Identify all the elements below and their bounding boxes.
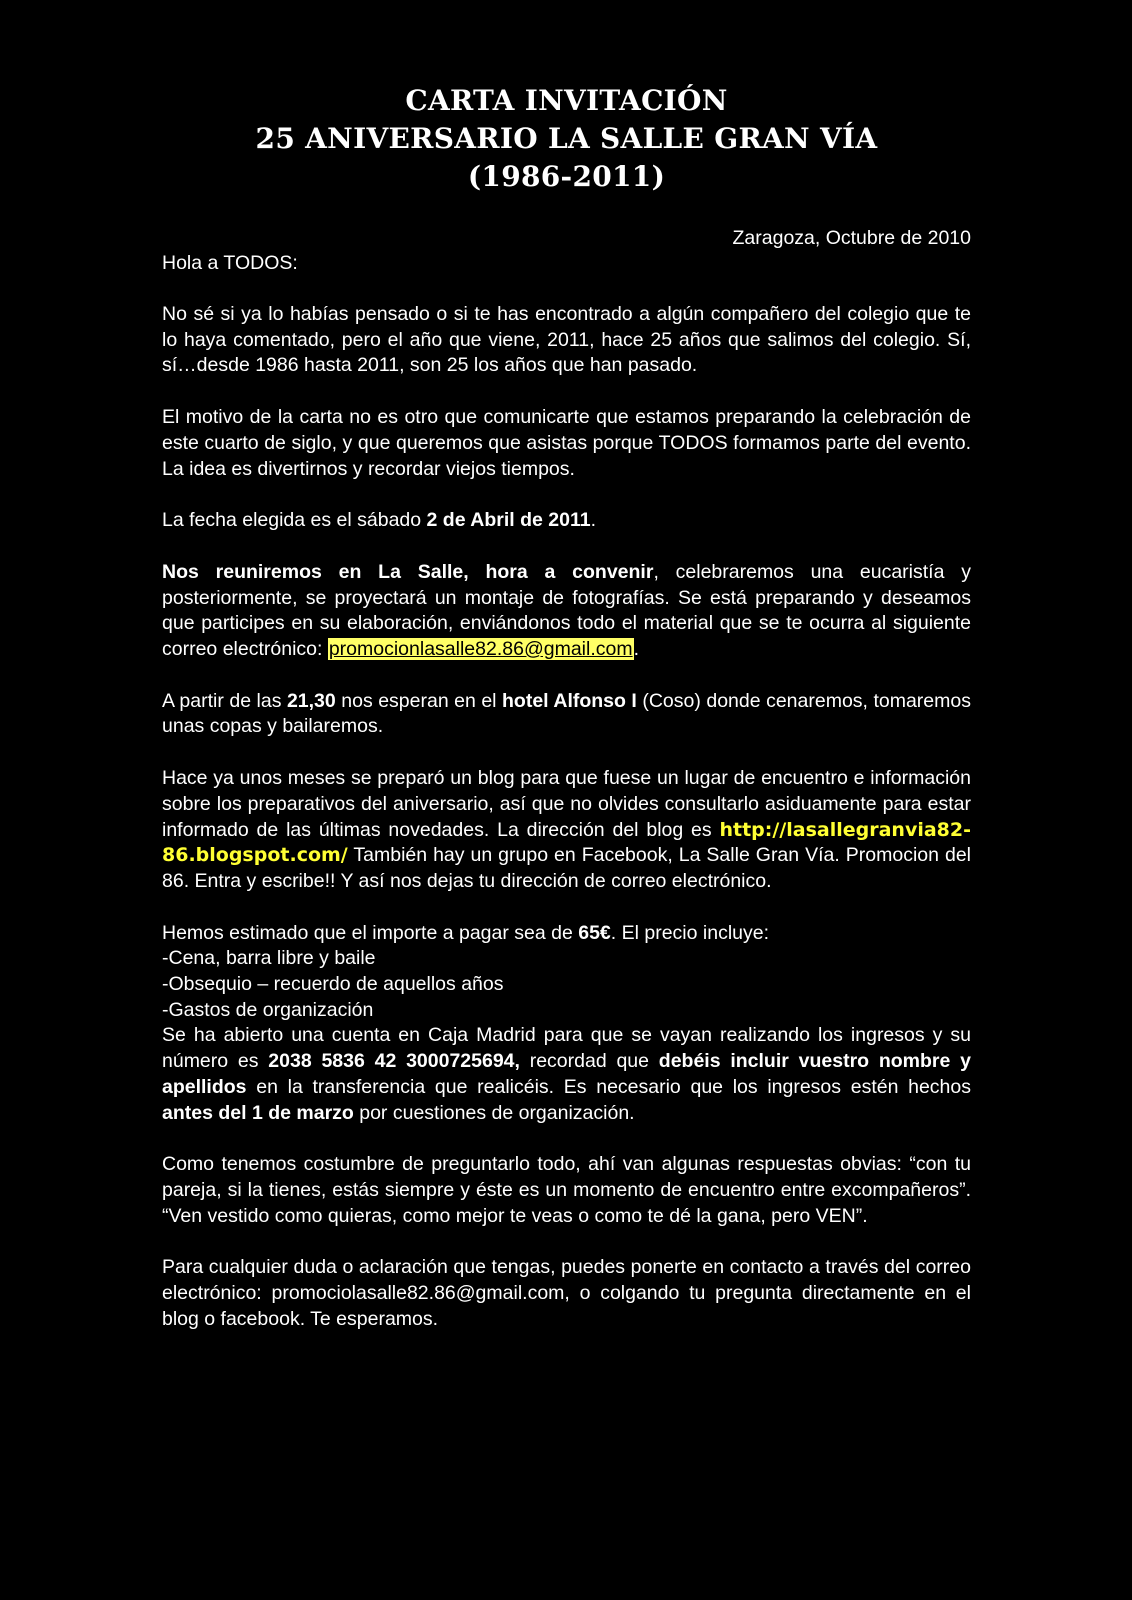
paragraph-faq: Como tenemos costumbre de preguntarlo todo, ahí van algunas respuestas obvias: “con tu pareja, si la tienes, estás siempre y éste es un momento de encuentro entre excompañeros”. “Ven vestido como quieras, como mejor te veas o como te dé la gana, pero VEN”.: [162, 1153, 971, 1227]
paragraph-blog: [162, 766, 971, 895]
blog-text-1: Hace ya unos meses se preparó un blog para que fuese un lugar de encuentro e información sobre los preparativos del aniversario, así que no olvides consultarlo asiduamente para estar informado de las últimas novedades. La dirección del blog es: [162, 767, 971, 841]
dinner-text-2: nos esperan en el: [335, 689, 503, 712]
date-text-2: .: [590, 509, 596, 532]
paragraph-motive: El motivo de la carta no es otro que comunicarte que estamos preparando la celebración de este cuarto de siglo, y que queremos que asistas porque TODOS formamos parte del evento. La idea es divertirnos y recordar viejos tiempos.: [162, 406, 971, 480]
blog-link[interactable]: http://lasallegranvia82-86.blogspot.com/: [162, 818, 971, 867]
include-name-note: debéis incluir vuestro nombre y apellidos: [162, 1050, 971, 1098]
hotel-name: hotel Alfonso I: [502, 689, 637, 712]
letter-date: Zaragoza, Octubre de 2010: [732, 227, 971, 249]
payment-deadline: antes del 1 de marzo: [162, 1101, 354, 1124]
payment-text-2: . El precio incluye:: [610, 921, 770, 944]
email-link[interactable]: promocionlasalle82.86@gmail.com: [328, 638, 633, 661]
paragraph-payment: [162, 921, 971, 1127]
price: 65€: [578, 921, 611, 944]
account-text-3: en la transferencia que realicéis. Es necesario que los ingresos estén hechos: [246, 1075, 971, 1098]
payment-item-1: -Cena, barra libre y baile: [162, 947, 376, 970]
paragraph-contact: Para cualquier duda o aclaración que tengas, puedes ponerte en contacto a través del correo electrónico: promociolasalle82.86@gmail.com, o colgando tu pregunta directamente en el blog o facebook. Te esperamos.: [162, 1256, 971, 1330]
payment-text-1: Hemos estimado que el importe a pagar sea de: [162, 921, 579, 944]
paragraph-intro: No sé si ya lo habías pensado o si te has encontrado a algún compañero del colegio que te lo haya comentado, pero el año que viene, 2011, hace 25 años que salimos del colegio. Sí, sí…desde 1986 hasta 2011, son 25 los años que han pasado.: [162, 303, 971, 377]
payment-account: [162, 1023, 971, 1126]
letter-greeting: Hola a TODOS:: [162, 252, 298, 274]
title-line-1: CARTA INVITACIÓN: [405, 84, 728, 117]
payment-intro: [162, 921, 971, 947]
dinner-text-3: (Coso) donde cenaremos, tomaremos unas copas y bailaremos.: [162, 689, 971, 738]
blog-text-2: También hay un grupo en Facebook, La Salle Gran Vía. Promocion del 86. Entra y escribe!! Y así nos dejas tu dirección de correo electrónico.: [162, 844, 971, 892]
dinner-time: 21,30: [286, 689, 336, 712]
paragraph-meeting: [162, 560, 971, 663]
title-line-3: (1986-2011): [467, 160, 666, 193]
payment-item-3: -Gastos de organización: [162, 998, 374, 1021]
account-text-1: Se ha abierto una cuenta en Caja Madrid para que se vayan realizando los ingresos y su número es: [162, 1024, 971, 1073]
event-date: 2 de Abril de 2011: [426, 509, 591, 532]
title-line-2: 25 ANIVERSARIO LA SALLE GRAN VÍA: [255, 122, 878, 155]
letter-page: [162, 82, 971, 1333]
meeting-place: Nos reuniremos en La Salle, hora a convenir: [162, 560, 654, 583]
date-text-1: La fecha elegida es el sábado: [162, 509, 427, 532]
account-text-4: por cuestiones de organización.: [353, 1101, 635, 1124]
paragraph-date: [162, 508, 971, 534]
account-text-2: recordad que: [519, 1050, 659, 1073]
letter-title: [162, 82, 971, 196]
meeting-text-1: , celebraremos una eucaristía y posteriormente, se proyectará un montaje de fotografías. Se está preparando y deseamos que participes en su elaboración, enviándonos todo el material que se te ocurra al siguiente correo electrónico:: [162, 560, 971, 661]
meeting-text-2: .: [633, 638, 640, 661]
payment-item-2: -Obsequio – recuerdo de aquellos años: [162, 973, 504, 996]
account-number: 2038 5836 42 3000725694,: [268, 1050, 520, 1073]
dinner-text-1: A partir de las: [162, 689, 287, 712]
paragraph-dinner: [162, 689, 971, 740]
